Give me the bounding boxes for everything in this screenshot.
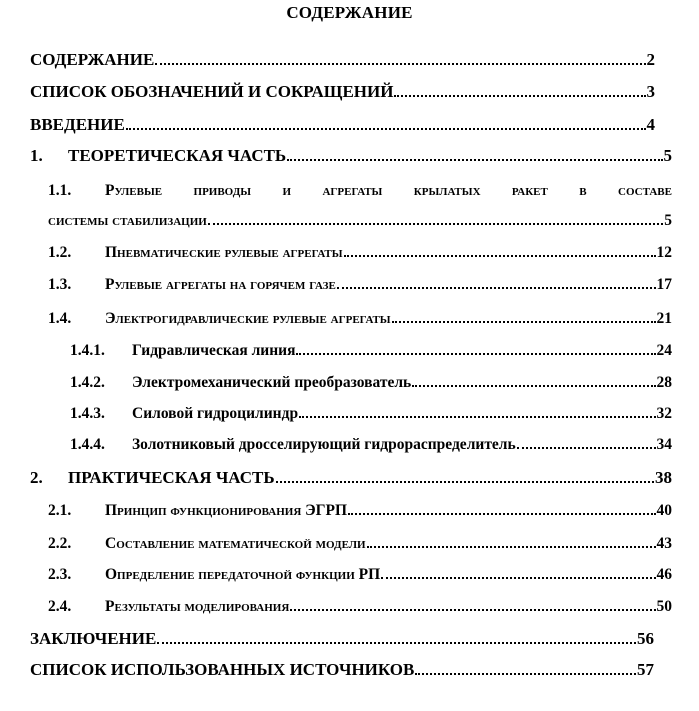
toc-entry-title: ТЕОРЕТИЧЕСКАЯ ЧАСТЬ (68, 146, 287, 165)
toc-leader (348, 513, 655, 515)
toc-leader (337, 287, 656, 289)
page-title: СОДЕРЖАНИЕ (286, 3, 413, 22)
toc-entry-section-2-2[interactable] (48, 535, 672, 553)
toc-page-number: 57 (637, 660, 654, 679)
toc-leader (296, 353, 655, 355)
toc-entry-number: 1.3. (48, 276, 72, 293)
toc-entry-text (30, 468, 275, 488)
toc-entry-section-1-4[interactable] (48, 310, 672, 328)
toc-entry-text (48, 310, 391, 328)
toc-entry-text (48, 598, 289, 616)
toc-entry-number: 2.2. (48, 535, 72, 552)
toc-entry-abbreviations[interactable] (30, 82, 655, 102)
toc-entry-text (48, 244, 343, 262)
toc-entry-text (70, 405, 298, 423)
toc-entry-text: ВВЕДЕНИЕ (30, 115, 125, 134)
toc-leader (208, 223, 663, 225)
toc-entry-introduction[interactable] (30, 115, 655, 135)
toc-page-number: 43 (656, 535, 672, 552)
toc-leader (290, 609, 655, 611)
toc-entry-title: ПРАКТИЧЕСКАЯ ЧАСТЬ (68, 468, 275, 487)
toc-entry-section-1-3[interactable] (48, 276, 672, 294)
toc-leader (392, 321, 656, 323)
toc-page-number: 34 (656, 436, 672, 453)
toc-entry-text: системы стабилизации (48, 212, 207, 229)
toc-entry-contents[interactable] (30, 50, 655, 70)
toc-leader (381, 577, 655, 579)
toc-page-number: 38 (655, 468, 672, 487)
toc-leader (412, 385, 655, 387)
toc-entry-section-2-4[interactable] (48, 598, 672, 616)
toc-entry-text (48, 502, 347, 520)
toc-entry-number: 1.4.4. (70, 436, 105, 453)
toc-leader (155, 63, 645, 65)
toc-entry-references[interactable] (30, 660, 654, 680)
toc-entry-text: СОДЕРЖАНИЕ (30, 50, 155, 69)
toc-entry-text: СПИСОК ИСПОЛЬЗОВАННЫХ ИСТОЧНИКОВ (30, 660, 415, 679)
toc-page-number: 17 (656, 276, 672, 293)
toc-page-number: 50 (656, 598, 672, 615)
toc-entry-section-1-4-1[interactable] (70, 342, 672, 360)
toc-entry-section-2-1[interactable] (48, 502, 672, 520)
toc-leader (344, 255, 656, 257)
toc-entry-section-2-3[interactable] (48, 566, 672, 584)
toc-entry-text: ЗАКЛЮЧЕНИЕ (30, 629, 157, 648)
toc-page-number: 46 (656, 566, 672, 583)
toc-entry-number-1-1 (48, 182, 71, 200)
toc-leader (415, 673, 636, 675)
toc-entry-title-line1[interactable]: Рулевые приводы и агрегаты крылатых ракет в составе (105, 182, 672, 199)
toc-leader (394, 95, 645, 97)
toc-entry-section-1[interactable] (30, 146, 672, 166)
toc-entry-text (48, 276, 336, 294)
toc-entry-text: СПИСОК ОБОЗНАЧЕНИЙ И СОКРАЩЕНИЙ (30, 82, 394, 101)
toc-entry-text (48, 535, 366, 553)
toc-page-number: 5 (664, 212, 672, 229)
toc-entry-text (48, 566, 380, 584)
toc-entry-number: 1. (30, 146, 43, 165)
toc-entry-title: Принцип функционирования ЭГРП (105, 502, 348, 519)
toc-entry-number: 1.1. (48, 182, 72, 199)
toc-page-number: 28 (656, 374, 672, 391)
toc-entry-number: 1.4.3. (70, 405, 105, 422)
toc-page-number: 32 (656, 405, 672, 422)
toc-entry-title: Силовой гидроцилиндр (132, 405, 299, 422)
toc-entry-number: 2.3. (48, 566, 72, 583)
toc-entry-section-1-4-4[interactable] (70, 436, 672, 454)
toc-entry-number: 1.4.2. (70, 374, 105, 391)
toc-page-number: 4 (646, 115, 655, 134)
toc-entry-number: 1.4.1. (70, 342, 105, 359)
toc-leader (126, 128, 646, 130)
toc-leader (517, 447, 656, 449)
toc-entry-title: Результаты моделирования (105, 598, 290, 615)
toc-entry-title: Рулевые агрегаты на горячем газе (105, 276, 336, 293)
toc-page-number: 56 (637, 629, 654, 648)
toc-entry-number: 1.2. (48, 244, 72, 261)
toc-entry-section-2[interactable] (30, 468, 672, 488)
toc-entry-number: 2.1. (48, 502, 72, 519)
toc-entry-title: Определение передаточной функции РП (105, 566, 381, 583)
toc-entry-title: Электрогидравлические рулевые агрегаты (105, 310, 391, 327)
toc-page-number: 2 (646, 50, 655, 69)
toc-page-number: 5 (663, 146, 672, 165)
toc-entry-section-1-4-3[interactable] (70, 405, 672, 423)
toc-entry-number: 2. (30, 468, 43, 487)
toc-entry-section-1-2[interactable] (48, 244, 672, 262)
toc-entry-title: Составление математической модели (105, 535, 366, 552)
toc-page-number: 24 (656, 342, 672, 359)
toc-page-number: 40 (656, 502, 672, 519)
toc-entry-text (30, 146, 286, 166)
toc-page-number: 21 (656, 310, 672, 327)
toc-entry-text (70, 374, 411, 392)
toc-entry-text (70, 342, 295, 360)
toc-leader (299, 416, 655, 418)
toc-entry-conclusion[interactable] (30, 629, 654, 649)
toc-entry-number: 2.4. (48, 598, 72, 615)
toc-leader (157, 642, 636, 644)
toc-entry-title: Гидравлическая линия (132, 342, 296, 359)
toc-page-number: 3 (646, 82, 655, 101)
toc-leader (276, 481, 654, 483)
toc-page-number: 12 (656, 244, 672, 261)
toc-leader (287, 159, 662, 161)
toc-entry-section-1-1[interactable] (48, 212, 672, 230)
toc-entry-title: Электромеханический преобразователь (132, 374, 412, 391)
toc-entry-number: 1.4. (48, 310, 72, 327)
toc-entry-title: Золотниковый дросселирующий гидрораспределитель (132, 436, 516, 453)
toc-entry-title: Пневматические рулевые агрегаты (105, 244, 343, 261)
toc-leader (367, 546, 656, 548)
toc-entry-section-1-4-2[interactable] (70, 374, 672, 392)
toc-entry-text (70, 436, 516, 454)
